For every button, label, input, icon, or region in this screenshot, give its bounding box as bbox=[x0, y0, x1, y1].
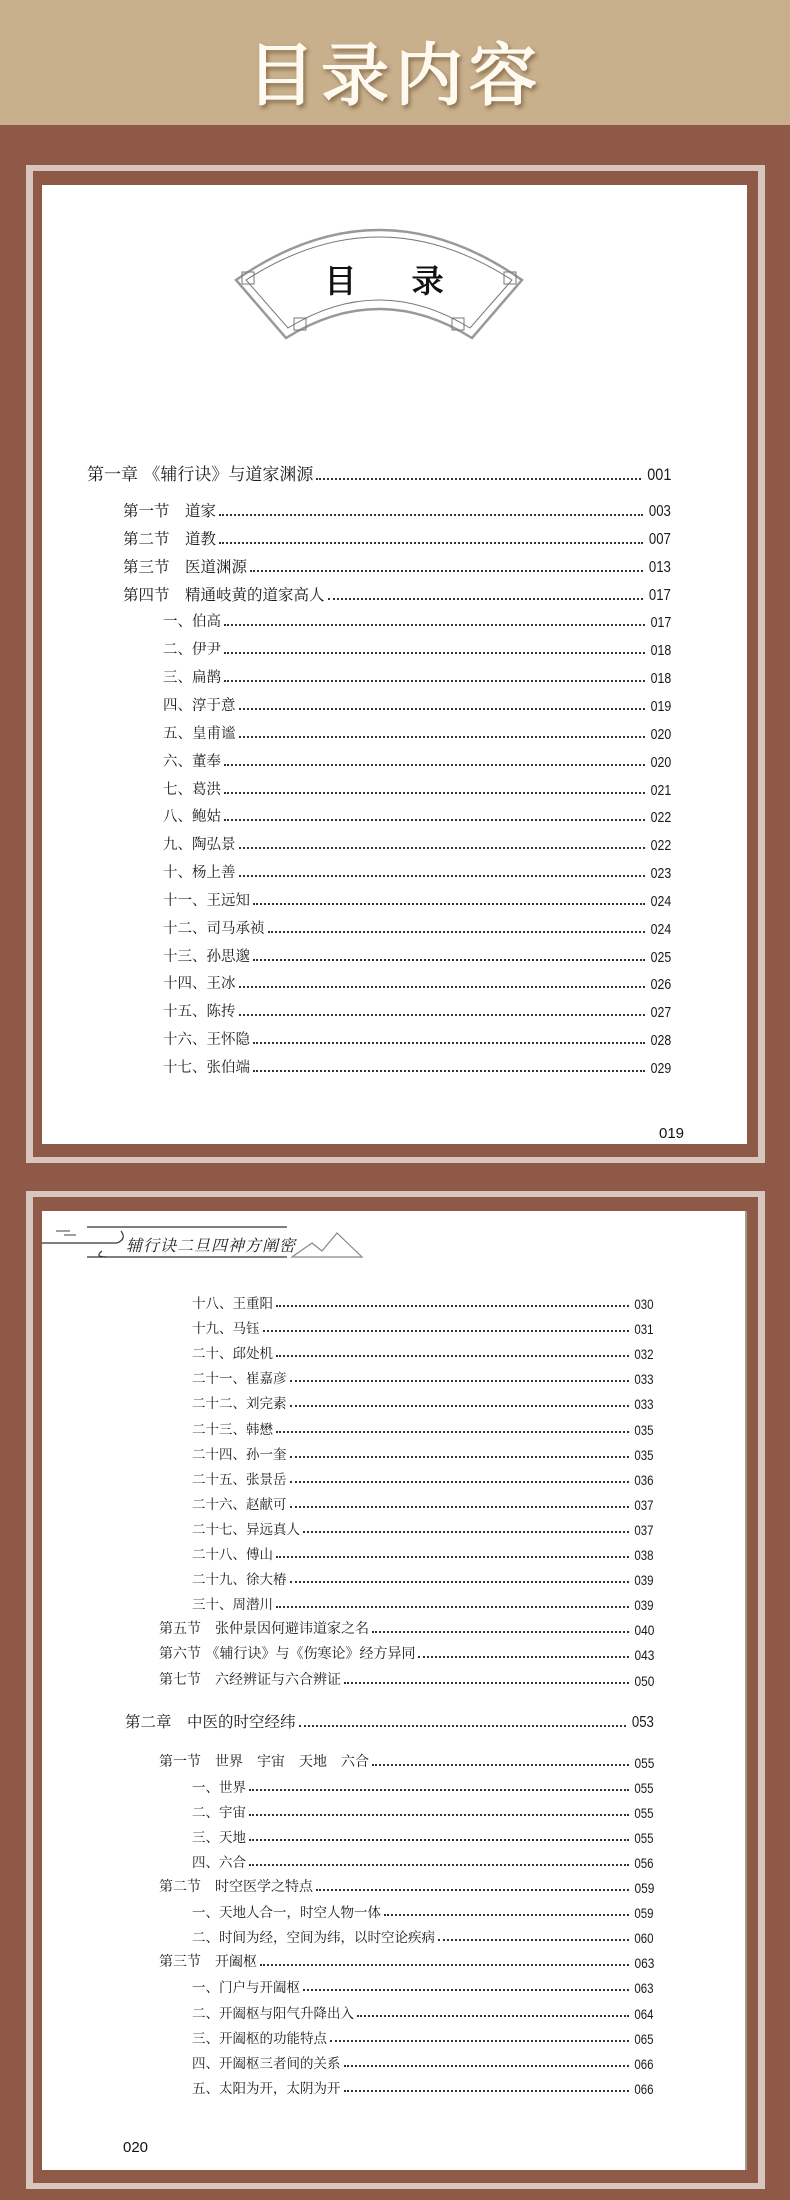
dot-leader bbox=[276, 1606, 629, 1608]
dot-leader bbox=[299, 1725, 627, 1727]
entry-page-number: 035 bbox=[634, 1447, 654, 1463]
entry-page-number: 024 bbox=[650, 893, 671, 910]
dot-leader bbox=[276, 1431, 629, 1433]
entry-page-number: 032 bbox=[634, 1347, 654, 1363]
entry-page-number: 039 bbox=[634, 1598, 654, 1614]
entry-page-number: 007 bbox=[649, 530, 671, 548]
dot-leader bbox=[290, 1581, 630, 1583]
toc-entry-section[interactable] bbox=[123, 555, 671, 577]
toc-entry-chapter[interactable] bbox=[125, 1710, 654, 1732]
dot-leader bbox=[249, 1864, 629, 1866]
toc-entry-item[interactable] bbox=[163, 1056, 671, 1077]
toc-entry-item[interactable] bbox=[163, 889, 671, 910]
entry-title: 九、陶弘景 bbox=[163, 837, 236, 854]
toc-entry-item[interactable] bbox=[163, 722, 671, 743]
dot-leader bbox=[418, 1656, 628, 1658]
dot-leader bbox=[276, 1556, 629, 1558]
entry-page-number: 059 bbox=[634, 1880, 654, 1896]
entry-title: 第六节 《辅行诀》与《伤寒论》经方异同 bbox=[159, 1646, 416, 1663]
entry-page-number: 056 bbox=[634, 1855, 654, 1871]
dot-leader bbox=[290, 1405, 630, 1407]
dot-leader bbox=[239, 986, 645, 988]
entry-title: 三、扁鹊 bbox=[163, 670, 221, 687]
toc-entry-item[interactable] bbox=[192, 1342, 654, 1362]
entry-title: 十二、司马承祯 bbox=[163, 920, 265, 937]
entry-page-number: 029 bbox=[650, 1061, 671, 1077]
entry-page-number: 055 bbox=[634, 1754, 654, 1771]
entry-title: 二、时间为经，空间为纬，以时空论疾病 bbox=[192, 1930, 435, 1947]
entry-title: 第一节 道家 bbox=[123, 502, 217, 520]
entry-title: 第七节 六经辨证与六合辨证 bbox=[159, 1671, 341, 1688]
entry-title: 十四、王冰 bbox=[163, 976, 236, 993]
entry-page-number: 018 bbox=[650, 671, 671, 688]
toc-entry-item[interactable] bbox=[163, 805, 671, 826]
entry-title: 十五、陈抟 bbox=[163, 1004, 236, 1021]
entry-title: 十七、张伯端 bbox=[163, 1060, 250, 1076]
entry-title: 第一章 《辅行诀》与道家渊源 bbox=[87, 465, 314, 485]
toc-entry-item[interactable] bbox=[163, 1000, 671, 1021]
entry-page-number: 035 bbox=[634, 1422, 654, 1438]
dot-leader bbox=[344, 1682, 629, 1684]
toc-entry-item[interactable] bbox=[192, 1418, 654, 1438]
toc-entry-item[interactable] bbox=[192, 1392, 654, 1412]
entry-title: 三、开阖枢的功能特点 bbox=[192, 2030, 327, 2047]
toc-entry-item[interactable] bbox=[192, 1367, 654, 1387]
entry-page-number: 064 bbox=[634, 2006, 654, 2022]
entry-title: 第三节 医道渊源 bbox=[123, 557, 248, 576]
dot-leader bbox=[249, 1839, 629, 1841]
entry-title: 十一、王远知 bbox=[163, 892, 250, 909]
dot-leader bbox=[239, 875, 645, 877]
entry-title: 二十六、赵献可 bbox=[192, 1496, 287, 1513]
toc-entry-item[interactable] bbox=[163, 666, 671, 687]
page-number: 019 bbox=[659, 1125, 685, 1142]
toc-entry-item[interactable] bbox=[163, 694, 671, 715]
dot-leader bbox=[303, 1531, 629, 1533]
entry-title: 七、葛洪 bbox=[163, 781, 221, 798]
entry-page-number: 019 bbox=[650, 698, 671, 715]
dot-leader bbox=[260, 1964, 629, 1966]
dot-leader bbox=[290, 1481, 630, 1483]
entry-page-number: 021 bbox=[650, 782, 671, 799]
entry-page-number: 033 bbox=[634, 1372, 654, 1388]
entry-title: 第三节 开阖枢 bbox=[159, 1954, 257, 1971]
dot-leader bbox=[219, 514, 643, 516]
entry-page-number: 055 bbox=[634, 1830, 654, 1846]
entry-page-number: 022 bbox=[650, 838, 671, 855]
entry-title: 十八、王重阳 bbox=[192, 1296, 273, 1312]
toc-entry-item[interactable] bbox=[192, 2052, 654, 2072]
entry-page-number: 028 bbox=[650, 1033, 671, 1050]
entry-page-number: 037 bbox=[634, 1522, 654, 1538]
toc-entry-item[interactable] bbox=[192, 1901, 654, 1921]
dot-leader bbox=[239, 1014, 645, 1016]
dot-leader bbox=[316, 1889, 629, 1891]
entry-page-number: 053 bbox=[632, 1713, 654, 1731]
entry-title: 二十一、崔嘉彦 bbox=[192, 1371, 287, 1388]
dot-leader bbox=[239, 847, 645, 849]
toc-entry-item[interactable] bbox=[163, 917, 671, 938]
dot-leader bbox=[253, 1042, 645, 1044]
entry-title: 四、淳于意 bbox=[163, 697, 236, 714]
entry-title: 十、杨上善 bbox=[163, 865, 236, 882]
entry-title: 第五节 张仲景因何避讳道家之名 bbox=[159, 1621, 369, 1638]
toc-entry-section[interactable] bbox=[159, 1618, 654, 1638]
entry-page-number: 066 bbox=[634, 2056, 654, 2072]
toc-entry-item[interactable] bbox=[192, 1926, 654, 1946]
toc-entry-item[interactable] bbox=[192, 1493, 654, 1513]
toc-entry-item[interactable] bbox=[192, 1317, 654, 1337]
entry-page-number: 018 bbox=[650, 643, 671, 660]
toc-heading: 目 录 bbox=[324, 262, 466, 300]
entry-title: 二、伊尹 bbox=[163, 642, 221, 659]
running-head: 辅行诀二旦四神方阐密 bbox=[126, 1236, 297, 1255]
entry-page-number: 024 bbox=[650, 921, 671, 938]
dot-leader bbox=[224, 652, 645, 654]
entry-title: 十三、孙思邈 bbox=[163, 948, 250, 965]
entry-title: 第二章 中医的时空经纬 bbox=[125, 1712, 296, 1731]
entry-page-number: 038 bbox=[634, 1548, 654, 1563]
entry-page-number: 003 bbox=[649, 503, 671, 520]
toc-page-2 bbox=[42, 1211, 747, 2170]
entry-title: 二十九、徐大椿 bbox=[192, 1572, 287, 1589]
dot-leader bbox=[263, 1330, 630, 1332]
toc-entry-item[interactable] bbox=[192, 1976, 654, 1996]
dot-leader bbox=[276, 1355, 629, 1357]
toc-entry-item[interactable] bbox=[163, 945, 671, 966]
entry-title: 四、六合 bbox=[192, 1854, 246, 1871]
entry-title: 二十七、异远真人 bbox=[192, 1521, 300, 1538]
entry-title: 二十二、刘完素 bbox=[192, 1396, 287, 1413]
toc-entry-item[interactable] bbox=[192, 1801, 654, 1821]
dot-leader bbox=[290, 1456, 630, 1458]
dot-leader bbox=[239, 708, 645, 710]
entry-page-number: 017 bbox=[650, 615, 671, 632]
entry-title: 五、皇甫谧 bbox=[163, 725, 236, 742]
entry-title: 二十八、傅山 bbox=[192, 1547, 273, 1563]
entry-page-number: 040 bbox=[634, 1622, 654, 1639]
dot-leader bbox=[239, 736, 645, 738]
toc-entry-section[interactable] bbox=[123, 499, 671, 521]
entry-page-number: 059 bbox=[634, 1906, 654, 1922]
entry-page-number: 055 bbox=[634, 1805, 654, 1821]
entry-title: 一、世界 bbox=[192, 1779, 246, 1796]
dot-leader bbox=[290, 1506, 630, 1508]
toc-entry-item[interactable] bbox=[163, 861, 671, 882]
dot-leader bbox=[316, 478, 640, 480]
entry-page-number: 023 bbox=[650, 866, 671, 883]
entry-title: 四、开阖枢三者间的关系 bbox=[192, 2055, 341, 2072]
dot-leader bbox=[219, 542, 643, 544]
entry-title: 十六、王怀隐 bbox=[163, 1032, 250, 1049]
entry-title: 八、鲍姑 bbox=[163, 809, 221, 826]
entry-page-number: 050 bbox=[634, 1672, 654, 1689]
entry-title: 第二节 时空医学之特点 bbox=[159, 1879, 313, 1895]
toc-entry-item[interactable] bbox=[192, 1826, 654, 1846]
toc-entry-item[interactable] bbox=[192, 1568, 654, 1588]
dot-leader bbox=[372, 1631, 629, 1633]
dot-leader bbox=[268, 931, 645, 933]
entry-page-number: 001 bbox=[646, 465, 671, 484]
entry-page-number: 039 bbox=[634, 1573, 654, 1589]
header-banner bbox=[0, 0, 790, 125]
dot-leader bbox=[438, 1939, 629, 1941]
entry-title: 一、天地人合一，时空人物一体 bbox=[192, 1905, 381, 1922]
dot-leader bbox=[357, 2015, 629, 2017]
entry-page-number: 027 bbox=[650, 1005, 671, 1022]
toc-entry-item[interactable] bbox=[192, 1593, 654, 1613]
entry-page-number: 036 bbox=[634, 1472, 654, 1488]
entry-title: 二、开阖枢与阳气升降出入 bbox=[192, 2005, 354, 2022]
dot-leader bbox=[253, 959, 645, 961]
dot-leader bbox=[250, 570, 643, 572]
entry-page-number: 026 bbox=[650, 977, 671, 994]
dot-leader bbox=[303, 1989, 629, 1991]
toc-entry-item[interactable] bbox=[192, 1543, 654, 1563]
toc-entry-section[interactable] bbox=[159, 1951, 654, 1971]
toc-entry-section[interactable] bbox=[123, 527, 671, 549]
dot-leader bbox=[249, 1814, 629, 1816]
toc-entry-item[interactable] bbox=[192, 1518, 654, 1538]
dot-leader bbox=[344, 2065, 630, 2067]
entry-title: 一、伯高 bbox=[163, 614, 221, 631]
entry-title: 二、宇宙 bbox=[192, 1804, 246, 1821]
dot-leader bbox=[224, 819, 645, 821]
toc-entry-item[interactable] bbox=[163, 750, 671, 771]
entry-title: 十九、马钰 bbox=[192, 1321, 260, 1338]
toc-entry-section[interactable] bbox=[123, 583, 671, 605]
entry-title: 第二节 道教 bbox=[123, 529, 217, 548]
entry-page-number: 013 bbox=[649, 558, 671, 576]
dot-leader bbox=[276, 1305, 629, 1307]
toc-entry-item[interactable] bbox=[163, 1028, 671, 1049]
toc-page-1 bbox=[42, 185, 747, 1144]
entry-page-number: 055 bbox=[634, 1780, 654, 1796]
entry-title: 二十三、韩懋 bbox=[192, 1421, 273, 1438]
entry-page-number: 063 bbox=[634, 1981, 654, 1997]
toc-entry-item[interactable] bbox=[163, 778, 671, 799]
entry-page-number: 033 bbox=[634, 1397, 654, 1413]
toc-entry-item[interactable] bbox=[163, 833, 671, 854]
entry-page-number: 020 bbox=[650, 726, 671, 743]
dot-leader bbox=[328, 598, 644, 600]
toc-entry-item[interactable] bbox=[163, 610, 671, 631]
toc-entry-item[interactable] bbox=[192, 2002, 654, 2022]
toc-entry-item[interactable] bbox=[192, 1776, 654, 1796]
toc-entry-section[interactable] bbox=[159, 1876, 654, 1896]
dot-leader bbox=[224, 624, 645, 626]
entry-title: 第一节 世界 宇宙 天地 六合 bbox=[159, 1753, 369, 1770]
entry-page-number: 025 bbox=[650, 949, 671, 966]
entry-title: 二十五、张景岳 bbox=[192, 1471, 287, 1488]
entry-title: 二十、邱处机 bbox=[192, 1346, 273, 1363]
toc-entry-section[interactable] bbox=[159, 1751, 654, 1771]
dot-leader bbox=[249, 1789, 629, 1791]
dot-leader bbox=[253, 1070, 645, 1072]
entry-title: 五、太阳为开，太阴为开 bbox=[192, 2080, 341, 2097]
toc-entry-item[interactable] bbox=[192, 1468, 654, 1488]
toc-entry-item[interactable] bbox=[192, 1443, 654, 1463]
entry-page-number: 043 bbox=[634, 1647, 654, 1664]
toc-entry-item[interactable] bbox=[192, 1292, 654, 1312]
entry-title: 一、门户与开阖枢 bbox=[192, 1980, 300, 1997]
entry-title: 六、董奉 bbox=[163, 753, 221, 770]
entry-page-number: 030 bbox=[634, 1297, 654, 1312]
entry-page-number: 037 bbox=[634, 1497, 654, 1513]
entry-page-number: 066 bbox=[634, 2081, 654, 2097]
toc-entry-section[interactable] bbox=[159, 1643, 654, 1663]
toc-entry-item[interactable] bbox=[192, 2027, 654, 2047]
header-title: 目录内容 bbox=[246, 36, 543, 116]
dot-leader bbox=[224, 792, 645, 794]
entry-title: 第四节 精通岐黄的道家高人 bbox=[123, 585, 325, 604]
dot-leader bbox=[384, 1914, 629, 1916]
entry-page-number: 020 bbox=[650, 754, 671, 771]
entry-title: 三、天地 bbox=[192, 1829, 246, 1846]
dot-leader bbox=[253, 903, 645, 905]
dot-leader bbox=[290, 1380, 630, 1382]
entry-page-number: 060 bbox=[634, 1931, 654, 1947]
toc-entry-item[interactable] bbox=[163, 638, 671, 659]
dot-leader bbox=[344, 2090, 630, 2092]
entry-title: 三十、周潜川 bbox=[192, 1597, 273, 1614]
page-number: 020 bbox=[123, 2139, 149, 2156]
toc-entry-item[interactable] bbox=[163, 972, 671, 993]
toc-entry-item[interactable] bbox=[192, 1851, 654, 1871]
dot-leader bbox=[372, 1764, 629, 1766]
entry-title: 二十四、孙一奎 bbox=[192, 1446, 287, 1463]
toc-entry-section[interactable] bbox=[159, 1669, 654, 1689]
entry-page-number: 022 bbox=[650, 810, 671, 827]
entry-page-number: 017 bbox=[649, 586, 671, 604]
dot-leader bbox=[224, 764, 645, 766]
toc-entry-chapter[interactable] bbox=[87, 460, 671, 485]
dot-leader bbox=[330, 2040, 629, 2042]
entry-page-number: 063 bbox=[634, 1955, 654, 1972]
toc-entry-item[interactable] bbox=[192, 2077, 654, 2097]
dot-leader bbox=[224, 680, 645, 682]
entry-page-number: 065 bbox=[634, 2031, 654, 2047]
entry-page-number: 031 bbox=[634, 1322, 654, 1338]
